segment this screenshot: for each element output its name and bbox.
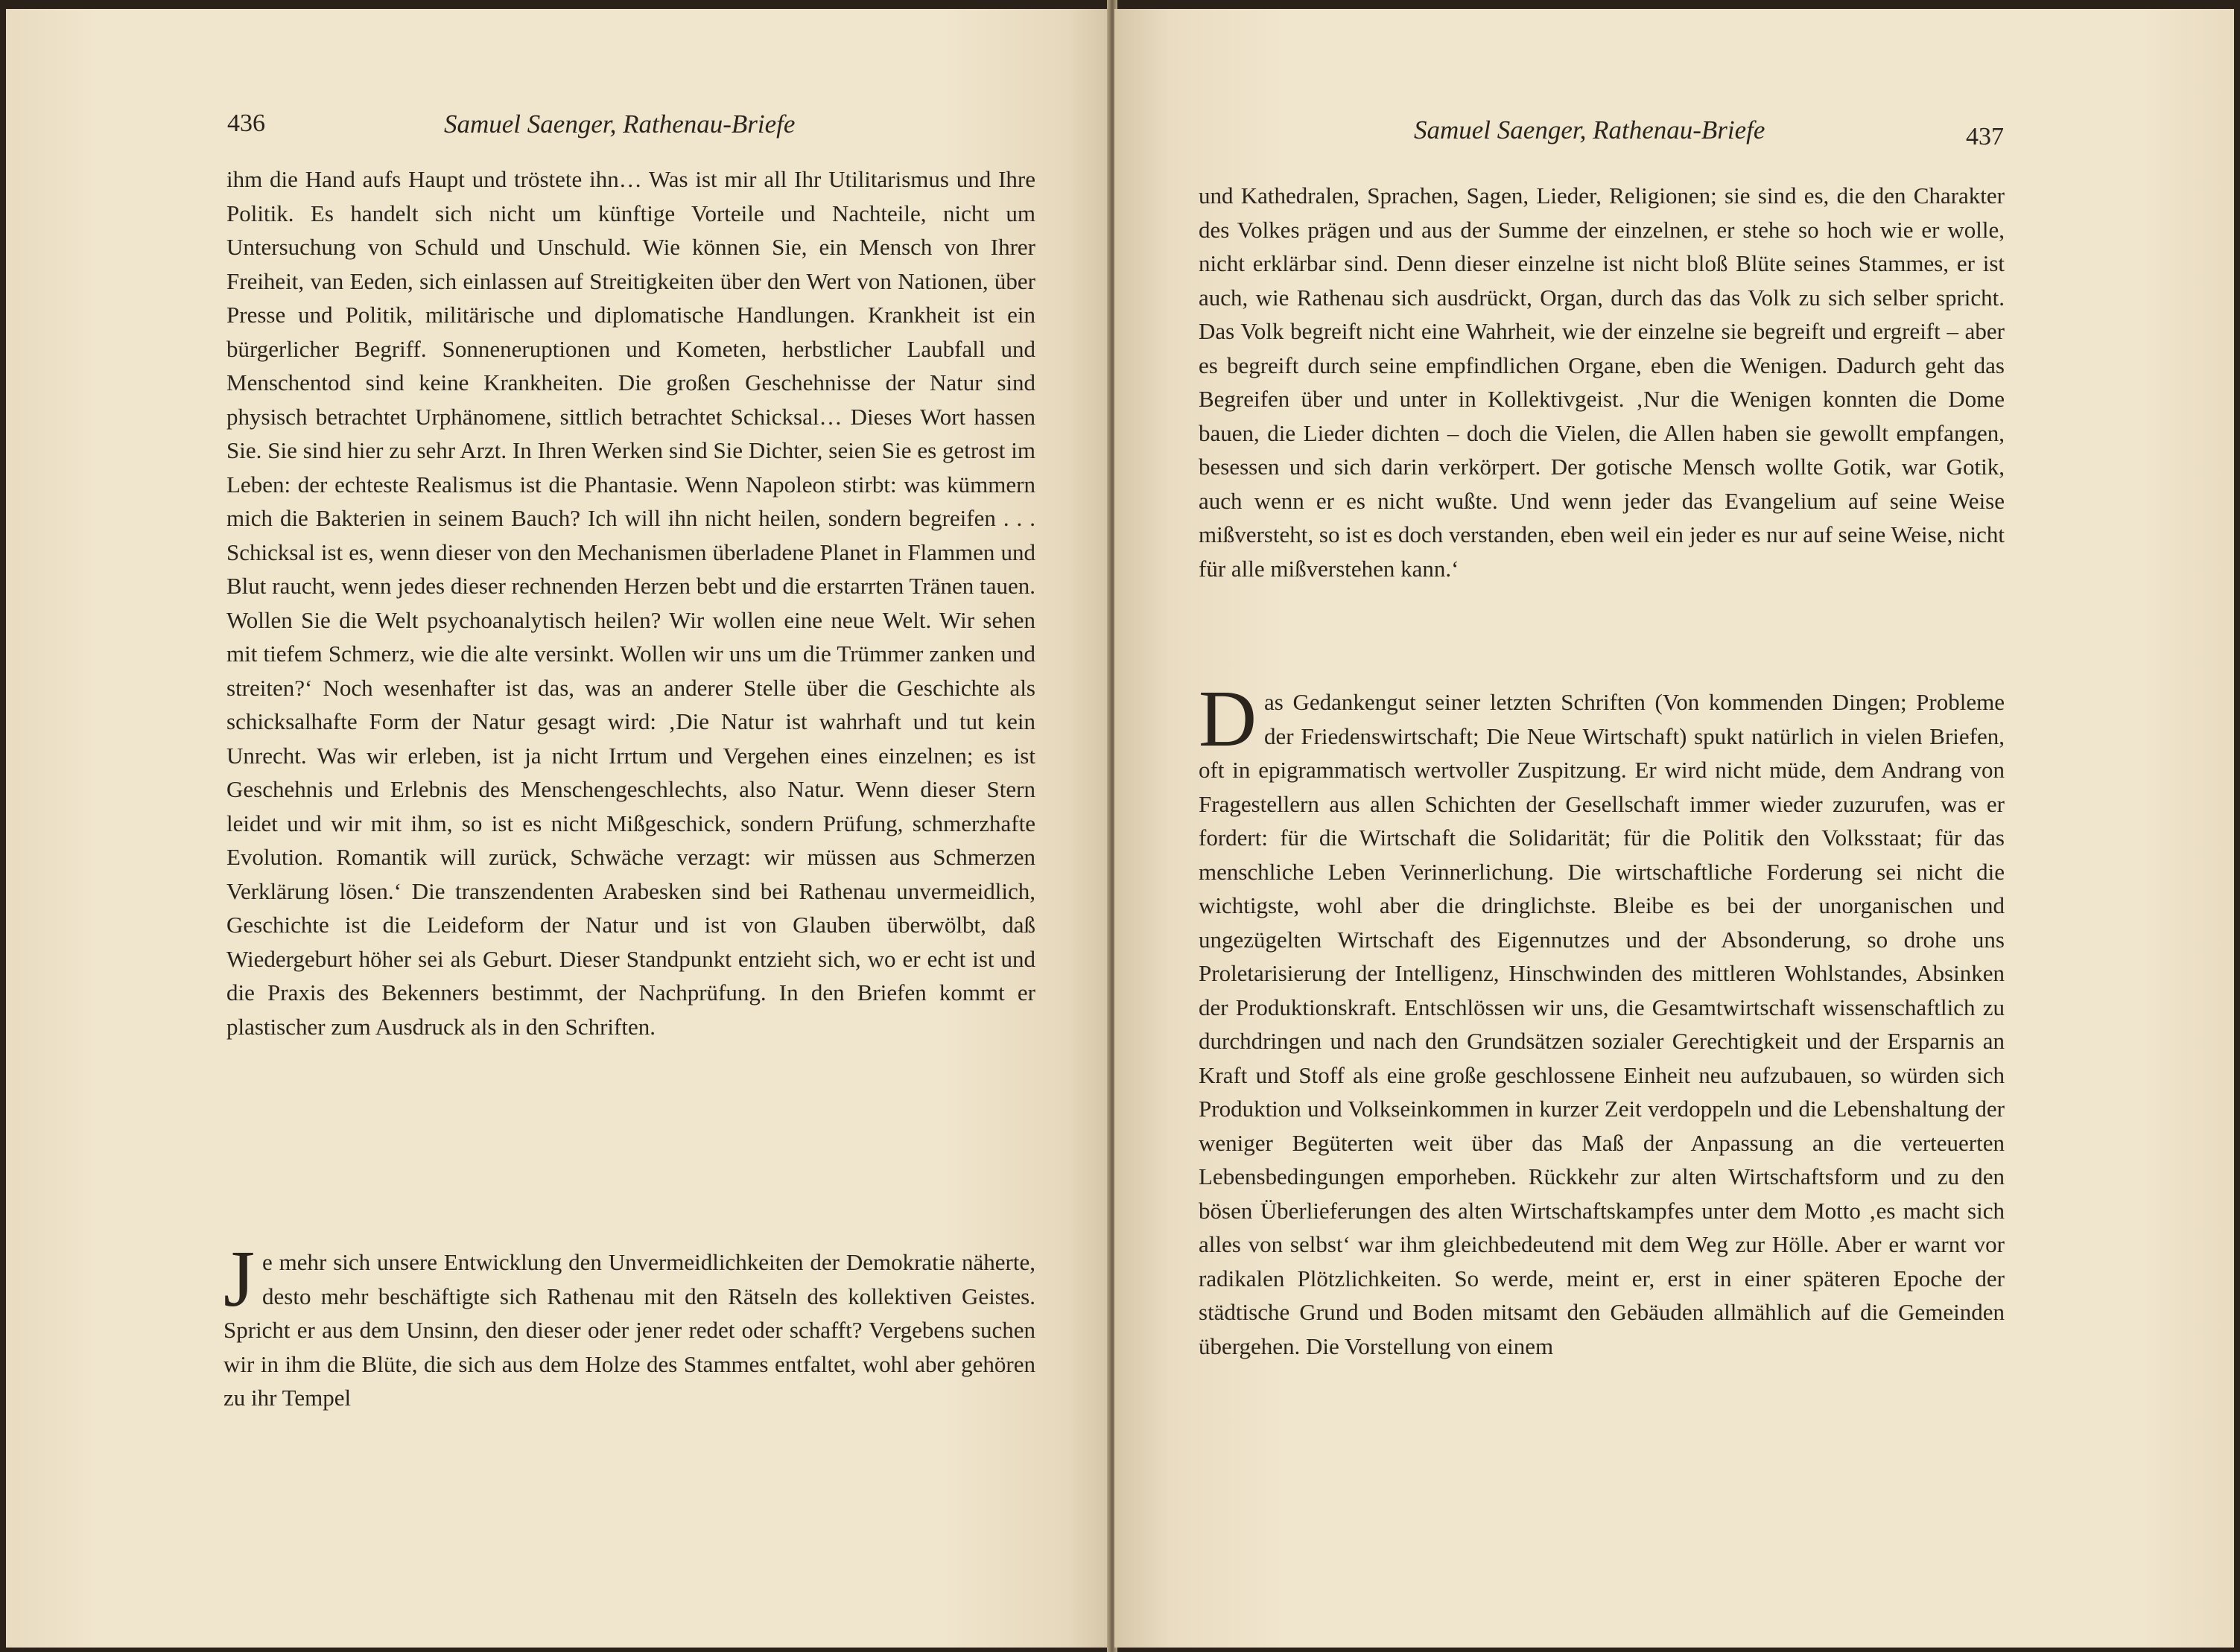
right-page — [1114, 9, 2234, 1648]
left-body-text — [226, 162, 1035, 1043]
left-page — [6, 9, 1111, 1648]
paragraph — [223, 1235, 1035, 1415]
drop-cap: J — [223, 1235, 256, 1324]
right-section-text — [1199, 675, 2005, 1363]
page-number: 437 — [1966, 123, 2004, 150]
running-title: Samuel Saenger, Rathenau-Briefe — [444, 109, 796, 139]
right-body-text — [1199, 179, 2005, 585]
paragraph-text: e mehr sich unsere Entwicklung den Unvermeidlichkeiten der Demokratie näherte, desto mehr beschäftigte sich Rathenau mit den Rätseln des kollektiven Geistes. Spricht er aus dem Unsinn, den dieser oder jener redet oder schafft? Vergebens suchen wir in ihm die Blüte, die sich aus dem Holze des Stammes entfaltet, wohl aber gehören zu ihr Tempel — [223, 1249, 1035, 1411]
paragraph-text: as Gedankengut seiner letzten Schriften (Von kommenden Dingen; Probleme der Friedenswirtschaft; Die Neue Wirtschaft) spukt natürlich in vielen Briefen, oft in epigrammatisch wertvoller Zuspitzung. Er wird nicht müde, dem Andrang von Fragestellern aus allen Schichten der Gesellschaft immer wieder zuzurufen, was er fordert: für die Wirtschaft die Solidarität; für die Politik den Volksstaat; für das menschliche Leben Verinnerlichung. Die wirtschaftliche Forderung sei nicht die wichtigste, wohl aber die dringlichste. Bleibe es bei der unorganischen und ungezügelten Wirtschaft des Eigennutzes und der Absonderung, so drohe uns Proletarisierung der Intelligenz, Hinschwinden des mittleren Wohlstandes, Absinken der Produktionskraft. Entschlössen wir uns, die Gesamtwirtschaft wissenschaftlich zu durchdringen und nach den Grundsätzen sozialer Gerechtigkeit und der Ersparnis an Kraft und Stoff als eine große geschlossene Einheit neu aufzubauen, so würden sich Produktion und Volkseinkommen in kurzer Zeit verdoppeln und die Lebenshaltung der weniger Begüterten weit über das Maß der Anpassung an die verteuerten Lebensbedingungen emporheben. Rückkehr zur alten Wirtschaftsform und zu den bösen Überlieferungen des alten Wirtschaftskampfes unter dem Motto ‚es macht sich alles von selbst‘ war ihm gleichbedeutend mit dem Weg zur Hölle. Aber er warnt vor radikalen Plötzlichkeiten. So werde, meint er, erst in einer späteren Epoche der städtische Grund und Boden mitsamt den Gebäuden allmählich auf die Gemeinden übergehen. Die Vorstellung von einem — [1199, 689, 2005, 1359]
page-number: 436 — [227, 109, 265, 137]
paragraph: und Kathedralen, Sprachen, Sagen, Lieder, Religionen; sie sind es, die den Charakter des Volkes prägen und aus der Summe der einzelnen, er stehe so hoch wie er wolle, nicht erklärbar sind. Denn dieser einzelne ist nicht bloß Blüte seines Stammes, er ist auch, wie Rathenau sich ausdrückt, Organ, durch das das Volk zu sich selber spricht. Das Volk begreift nicht eine Wahrheit, wie der einzelne sie begreift und ergreift – aber es begreift durch seine empfindlichen Organe, eben die Wenigen. Dadurch geht das Begreifen über und unter in Kollektivgeist. ‚Nur die Wenigen konnten die Dome bauen, die Lieder dichten – doch die Vielen, die Allen haben sie gewollt empfangen, besessen und sich darin verkörpert. Der gotische Mensch wollte Gotik, war Gotik, auch wenn er es nicht wußte. Und wenn jeder das Evangelium auf seine Weise mißversteht, so ist es doch verstanden, eben weil ein jeder es nur auf seine Weise, nicht für alle mißverstehen kann.‘ — [1199, 182, 2005, 582]
right-page-header — [1114, 115, 2234, 160]
left-page-header — [6, 109, 1111, 154]
left-section-text — [223, 1235, 1035, 1415]
paragraph — [1199, 675, 2005, 1363]
running-title: Samuel Saenger, Rathenau-Briefe — [1414, 115, 1765, 144]
drop-cap: D — [1199, 675, 1257, 763]
paragraph: ihm die Hand aufs Haupt und tröstete ihn… Was ist mir all Ihr Utilitarismus und Ihre Politik. Es handelt sich nicht um künftige Vorteile und Nachteile, nicht um Untersuchung von Schuld und Unschuld. Wie können Sie, ein Mensch von Ihrer Freiheit, van Eeden, sich einlassen auf Streitigkeiten über den Wert von Nationen, über Presse und Politik, militärische und diplomatische Handlungen. Krankheit ist ein bürgerlicher Begriff. Sonneneruptionen und Kometen, herbstlicher Laubfall und Menschentod sind keine Krankheiten. Die großen Geschehnisse der Natur sind physisch betrachtet Urphänomene, sittlich betrachtet Schicksal… Dieses Wort hassen Sie. Sie sind hier zu sehr Arzt. In Ihren Werken sind Sie Dichter, seien Sie es getrost im Leben: der echteste Realismus ist die Phantasie. Wenn Napoleon stirbt: was kümmern mich die Bakterien in seinem Bauch? Ich will ihn nicht heilen, sondern begreifen . . . Schicksal ist es, wenn dieser von den Mechanismen überladene Planet in Flammen und Blut raucht, wenn jedes dieser rechnenden Herzen bebt und die erstarrten Tränen tauen. Wollen Sie die Welt psychoanalytisch heilen? Wir wollen eine neue Welt. Wir sehen mit tiefem Schmerz, wie die alte versinkt. Wollen wir uns um die Trümmer zanken und streiten?‘ Noch wesenhafter ist das, was an anderer Stelle über die Geschichte als schicksalhafte Form der Natur gesagt wird: ‚Die Natur ist wahrhaft und tut kein Unrecht. Was wir erleben, ist ja nicht Irrtum und Vergehen eines einzelnen; es ist Geschehnis und Erlebnis des Menschengeschlechts, also Natur. Wenn dieser Stern leidet und wir mit ihm, so ist es nicht Mißgeschick, sondern Prüfung, schmerzhafte Evolution. Romantik will zurück, Schwäche verzagt: wir müssen aus Schmerzen Verklärung lösen.‘ Die transzendenten Arabesken sind bei Rathenau unvermeidlich, Geschichte ist die Leideform der Natur und ist von Glauben überwölbt, daß Wiedergeburt höher sei als Geburt. Dieser Standpunkt entzieht sich, wo er echt ist und die Praxis des Bekenners bestimmt, der Nachprüfung. In den Briefen kommt er plastischer zum Ausdruck als in den Schriften. — [226, 166, 1035, 1040]
